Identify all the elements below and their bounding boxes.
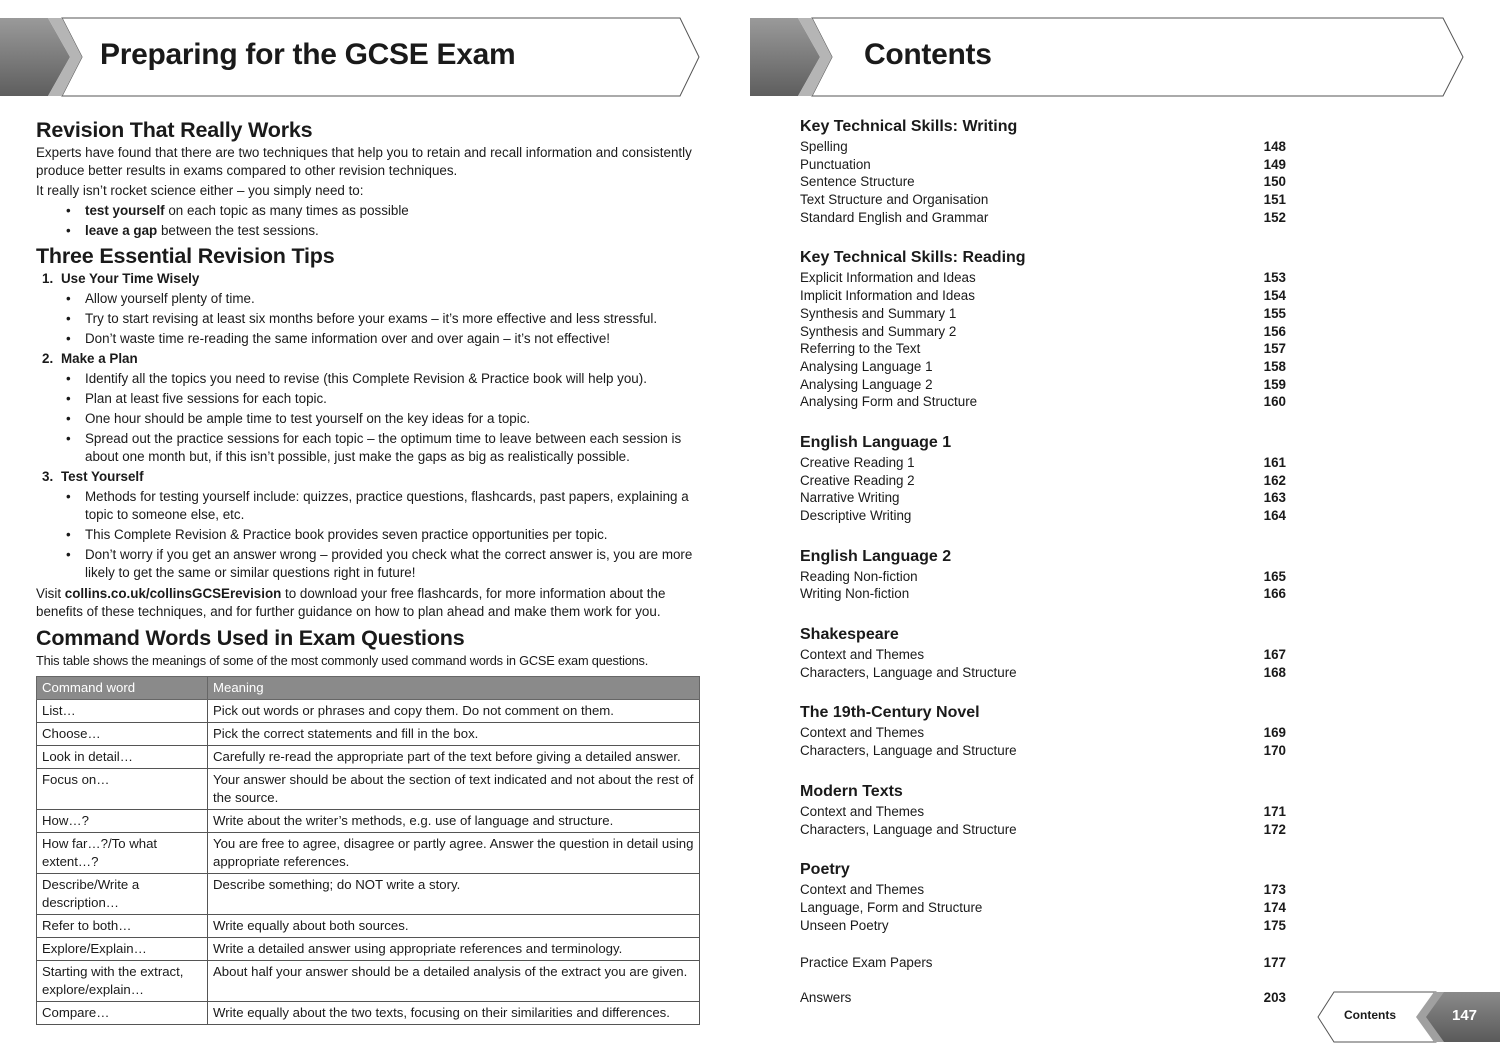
meaning-cell: Write equally about both sources. (208, 915, 700, 938)
text: to download your free flashcards, for more information about the benefits of these techniques, and for further guidance on how to plan ahead and make them work for you. (36, 586, 666, 619)
left-page-content (36, 116, 700, 1025)
left-page-banner (0, 16, 702, 98)
column-header: Command word (37, 677, 208, 700)
paragraph: Experts have found that there are two techniques that help you to retain and recall information and consistently produce better results in exams compared to other revision techniques. (36, 145, 692, 178)
contents-entry[interactable] (800, 489, 1286, 507)
bullet-item: • One hour should be ample time to test yourself on the key ideas for a topic. (36, 410, 700, 428)
contents-entry[interactable] (800, 881, 1286, 899)
contents-entry[interactable] (800, 954, 1286, 972)
contents-entry[interactable] (800, 209, 1286, 227)
table-row (37, 810, 700, 833)
contents-section-heading: English Language 1 (800, 433, 952, 451)
contents-entry[interactable] (800, 664, 1286, 682)
contents-entry[interactable] (800, 585, 1286, 603)
entry-title: Practice Exam Papers (800, 955, 933, 971)
entry-page-number: 166 (1263, 586, 1286, 602)
entry-title: Creative Reading 2 (800, 472, 915, 488)
entry-title: Spelling (800, 139, 848, 154)
contents-entry[interactable] (800, 454, 1286, 472)
contents-entry[interactable] (800, 305, 1286, 323)
entry-page-number: 203 (1263, 990, 1286, 1006)
contents-entry[interactable] (800, 724, 1286, 742)
table-row (37, 1002, 700, 1025)
command-words-table (36, 676, 700, 1025)
meaning-cell: About half your answer should be a detailed analysis of the extract you are given. (208, 961, 700, 1002)
contents-entry[interactable] (800, 156, 1286, 174)
contents-section-heading: English Language 2 (800, 547, 952, 565)
contents-entry[interactable] (800, 340, 1286, 358)
entry-page-number: 175 (1263, 917, 1286, 933)
page-title: Preparing for the GCSE Exam (100, 38, 516, 71)
command-word-cell: List… (37, 700, 208, 723)
text: on each topic as many times as possible (164, 203, 409, 218)
command-word-cell: Explore/Explain… (37, 938, 208, 961)
table-row (37, 961, 700, 1002)
entry-page-number: 148 (1263, 139, 1286, 154)
contents-entry[interactable] (800, 191, 1286, 209)
table-row (37, 723, 700, 746)
command-word-cell: Focus on… (37, 769, 208, 810)
entry-title: Reading Non-fiction (800, 568, 918, 584)
text: between the test sessions. (157, 223, 319, 238)
entry-title: Context and Themes (800, 647, 925, 663)
command-word-cell: How far…?/To what extent…? (37, 833, 208, 874)
entry-page-number: 167 (1263, 647, 1286, 663)
entry-title: Context and Themes (800, 882, 925, 898)
contents-entry[interactable] (800, 287, 1286, 305)
contents-entry[interactable] (800, 821, 1286, 839)
contents-entry[interactable] (800, 899, 1286, 917)
entry-title: Language, Form and Structure (800, 899, 983, 915)
contents-entry[interactable] (800, 989, 1286, 1007)
footer-section-label: Contents (1344, 1008, 1396, 1022)
table-row (37, 915, 700, 938)
text: Visit (36, 586, 65, 601)
bullet-item: • Allow yourself plenty of time. (36, 290, 700, 308)
entry-title: Descriptive Writing (800, 508, 912, 523)
entry-page-number: 160 (1263, 394, 1286, 410)
contents-list (800, 115, 1286, 1024)
entry-title: Characters, Language and Structure (800, 743, 1017, 759)
entry-title: Characters, Language and Structure (800, 821, 1017, 837)
bullet-list (36, 202, 700, 240)
entry-page-number: 158 (1263, 358, 1286, 374)
entry-title: Punctuation (800, 156, 871, 172)
collins-link[interactable]: collins.co.uk/collinsGCSErevision (64, 586, 282, 601)
tips-list (36, 270, 700, 582)
table-row (37, 874, 700, 915)
banner-shape (750, 16, 1470, 98)
bullet-item: • Plan at least five sessions for each topic. (36, 390, 700, 408)
entry-page-number: 172 (1263, 821, 1286, 837)
contents-entry[interactable] (800, 393, 1286, 411)
contents-section (800, 246, 1286, 411)
meaning-cell: Write a detailed answer using appropriate references and terminology. (208, 938, 700, 961)
command-word-cell: Look in detail… (37, 746, 208, 769)
command-word-cell: Choose… (37, 723, 208, 746)
meaning-cell: You are free to agree, disagree or partly agree. Answer the question in detail using appropriate references. (208, 833, 700, 874)
tip-bullets (36, 290, 700, 348)
tip-item (36, 270, 700, 348)
tip-bullets (36, 370, 700, 466)
contents-section (800, 954, 1286, 972)
entry-title: Answers (800, 990, 852, 1006)
meaning-cell: Your answer should be about the section of text indicated and not about the rest of the source. (208, 769, 700, 810)
table-row (37, 746, 700, 769)
contents-section-heading: The 19th-Century Novel (800, 704, 980, 722)
entry-title: Narrative Writing (800, 490, 900, 506)
contents-entry[interactable] (800, 472, 1286, 490)
contents-entry[interactable] (800, 742, 1286, 760)
entry-title: Analysing Language 2 (800, 376, 933, 392)
meaning-cell: Describe something; do NOT write a story. (208, 874, 700, 915)
visit-paragraph (36, 585, 700, 621)
entry-page-number: 162 (1263, 472, 1286, 488)
meaning-cell: Write about the writer’s methods, e.g. use of language and structure. (208, 810, 700, 833)
command-word-cell: How…? (37, 810, 208, 833)
bullet-item: • Try to start revising at least six months before your exams – it’s more effective and less stressful. (36, 310, 700, 328)
entry-page-number: 155 (1263, 305, 1286, 321)
bullet-item: • Methods for testing yourself include: quizzes, practice questions, flashcards, past papers, explaining a topic to someone else, etc. (36, 488, 700, 524)
bold-text: leave a gap (85, 223, 158, 238)
contents-section-heading: Poetry (800, 861, 850, 879)
tip-item (36, 350, 700, 466)
entry-page-number: 170 (1263, 743, 1286, 759)
entry-title: Standard English and Grammar (800, 209, 989, 225)
contents-entry[interactable] (800, 376, 1286, 394)
entry-title: Unseen Poetry (800, 917, 889, 933)
meaning-cell: Pick out words or phrases and copy them. Do not comment on them. (208, 700, 700, 723)
table-row (37, 938, 700, 961)
entry-title: Context and Themes (800, 803, 925, 819)
tip-title: Use Your Time Wisely (61, 271, 200, 286)
entry-page-number: 156 (1263, 323, 1286, 339)
contents-entry[interactable] (800, 803, 1286, 821)
contents-section (800, 545, 1286, 603)
entry-page-number: 149 (1263, 156, 1286, 172)
entry-page-number: 169 (1263, 725, 1286, 741)
contents-entry[interactable] (800, 646, 1286, 664)
contents-entry[interactable] (800, 358, 1286, 376)
entry-page-number: 173 (1263, 882, 1286, 898)
contents-entry[interactable] (800, 507, 1286, 525)
contents-entry[interactable] (800, 138, 1286, 156)
contents-section (800, 115, 1286, 226)
contents-section (800, 431, 1286, 525)
entry-title: Writing Non-fiction (800, 586, 910, 602)
entry-page-number: 159 (1263, 376, 1286, 392)
column-header: Meaning (208, 677, 700, 700)
bullet-item: • Don’t worry if you get an answer wrong – provided you check what the correct answer is, you are more likely to get the same or similar questions right in future! (36, 546, 700, 582)
entry-title: Implicit Information and Ideas (800, 288, 975, 304)
entry-title: Analysing Language 1 (800, 358, 933, 374)
entry-page-number: 157 (1263, 341, 1286, 357)
command-word-cell: Describe/Write a description… (37, 874, 208, 915)
command-word-cell: Compare… (37, 1002, 208, 1025)
contents-section-heading: Modern Texts (800, 782, 903, 800)
entry-page-number: 177 (1263, 955, 1286, 971)
entry-page-number: 174 (1263, 899, 1286, 915)
tip-number: 3. (42, 469, 54, 484)
entry-page-number: 163 (1263, 490, 1286, 506)
bullet-item: • This Complete Revision & Practice book provides seven practice opportunities per topic. (36, 526, 700, 544)
meaning-cell: Pick the correct statements and fill in the box. (208, 723, 700, 746)
entry-title: Context and Themes (800, 725, 925, 741)
tip-number: 2. (42, 351, 54, 366)
entry-page-number: 164 (1263, 508, 1286, 523)
contents-section-heading: Key Technical Skills: Writing (800, 118, 1018, 135)
entry-title: Sentence Structure (800, 174, 915, 190)
contents-section-heading: Key Technical Skills: Reading (800, 249, 1026, 267)
right-page-banner (750, 16, 1470, 98)
bullet-item: • Don’t waste time re-reading the same information over and over again – it’s not effective! (36, 330, 700, 348)
tip-title: Test Yourself (61, 469, 144, 484)
entry-page-number: 154 (1263, 288, 1286, 304)
entry-title: Analysing Form and Structure (800, 394, 978, 410)
section-heading: Command Words Used in Exam Questions (36, 626, 465, 650)
entry-page-number: 151 (1263, 192, 1286, 208)
section-heading: Three Essential Revision Tips (36, 244, 335, 268)
entry-page-number: 150 (1263, 174, 1286, 190)
bold-text: test yourself (85, 203, 165, 218)
table-row (37, 833, 700, 874)
entry-title: Referring to the Text (800, 341, 921, 357)
entry-page-number: 165 (1263, 568, 1286, 584)
entry-page-number: 161 (1263, 454, 1286, 470)
table-intro: This table shows the meanings of some of the most commonly used command words in GCSE exam questions. (36, 653, 649, 668)
contents-section (800, 623, 1286, 681)
table-row (37, 700, 700, 723)
entry-title: Explicit Information and Ideas (800, 270, 976, 286)
contents-entry[interactable] (800, 173, 1286, 191)
meaning-cell: Carefully re-read the appropriate part of the text before giving a detailed answer. (208, 746, 700, 769)
contents-entry[interactable] (800, 917, 1286, 935)
page-footer-tab (1316, 991, 1500, 1043)
contents-section (800, 701, 1286, 759)
entry-page-number: 153 (1263, 270, 1286, 286)
table-row (37, 769, 700, 810)
entry-page-number: 152 (1263, 209, 1286, 225)
tip-number: 1. (42, 271, 54, 286)
bullet-item: • Spread out the practice sessions for each topic – the optimum time to leave between each session is about one month but, if this isn’t possible, just make the gaps as big as realistically possible. (36, 430, 700, 466)
contents-entry[interactable] (800, 269, 1286, 287)
paragraph: It really isn’t rocket science either – you simply need to: (36, 183, 364, 198)
contents-entry[interactable] (800, 323, 1286, 341)
entry-page-number: 171 (1263, 803, 1286, 819)
bullet-item (36, 202, 700, 220)
command-word-cell: Refer to both… (37, 915, 208, 938)
bullet-item: • Identify all the topics you need to revise (this Complete Revision & Practice book will help you). (36, 370, 700, 388)
section-heading: Revision That Really Works (36, 118, 313, 142)
entry-title: Synthesis and Summary 2 (800, 323, 957, 339)
contents-section (800, 780, 1286, 838)
contents-section (800, 989, 1286, 1007)
contents-entry[interactable] (800, 568, 1286, 586)
contents-title: Contents (864, 38, 992, 71)
meaning-cell: Write equally about the two texts, focusing on their similarities and differences. (208, 1002, 700, 1025)
page-number: 147 (1452, 1007, 1478, 1024)
entry-title: Characters, Language and Structure (800, 664, 1017, 680)
entry-page-number: 168 (1263, 664, 1286, 680)
entry-title: Text Structure and Organisation (800, 192, 989, 208)
tip-item (36, 468, 700, 582)
command-word-cell: Starting with the extract, explore/explain… (37, 961, 208, 1002)
contents-section (800, 858, 1286, 934)
tip-bullets (36, 488, 700, 582)
entry-title: Creative Reading 1 (800, 454, 915, 470)
contents-section-heading: Shakespeare (800, 626, 899, 644)
tip-title: Make a Plan (61, 351, 138, 366)
bullet-item (36, 222, 700, 240)
entry-title: Synthesis and Summary 1 (800, 305, 957, 321)
